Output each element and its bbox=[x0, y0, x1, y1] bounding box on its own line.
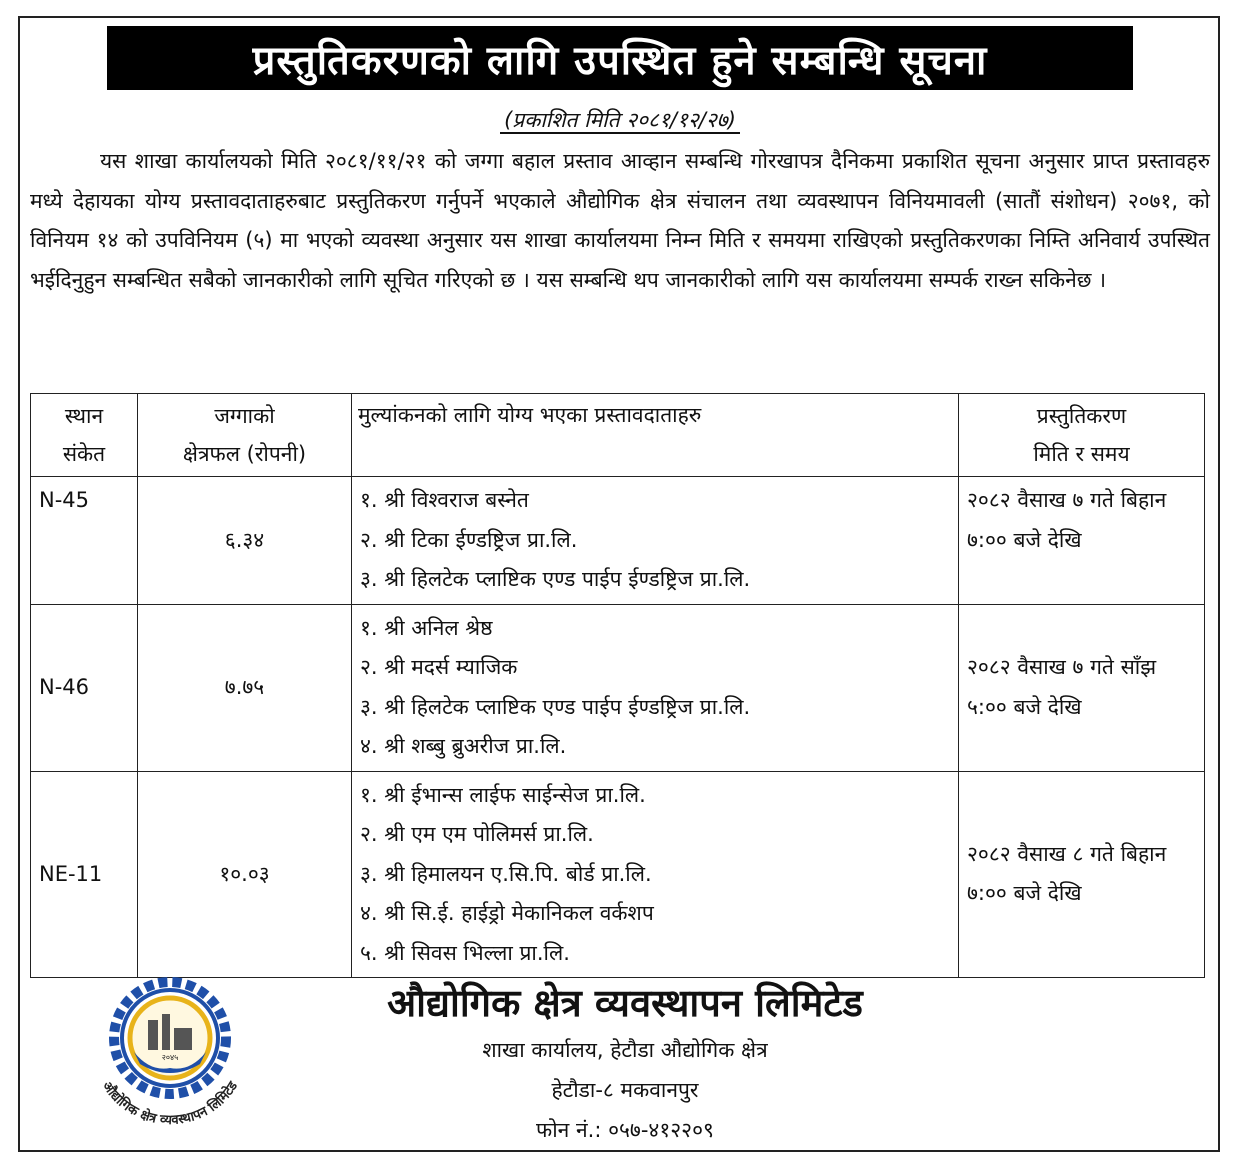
office-address: हेटौडा-८ मकवानपुर bbox=[551, 1078, 699, 1102]
list-item: ४. श्री सि.ई. हाईड्रो मेकानिकल वर्कशप bbox=[360, 901, 654, 925]
list-item: २. श्री मदर्स म्याजिक bbox=[360, 655, 518, 679]
list-item: ३. श्री हिमालयन ए.सि.पि. बोर्ड प्रा.लि. bbox=[360, 861, 652, 886]
row-land-area: १०.०३ bbox=[138, 771, 352, 978]
row-bidders bbox=[352, 477, 959, 605]
list-item: १. श्री ईभान्स लाईफ साईन्सेज प्रा.लि. bbox=[360, 782, 646, 807]
row-land-area: ६.३४ bbox=[138, 477, 352, 605]
list-item: ५. श्री सिवस भिल्ला प्रा.लि. bbox=[360, 940, 570, 965]
row-bidders bbox=[352, 604, 959, 771]
row-schedule: २०८२ वैसाख ८ गते बिहान ७:०० बजे देखि bbox=[959, 771, 1205, 978]
header-location-code: स्थान संकेत bbox=[31, 394, 138, 477]
logo-arc-text: औद्योगिक क्षेत्र व्यवस्थापन लिमिटेड bbox=[98, 1078, 241, 1129]
notice-title: प्रस्तुतिकरणको लागि उपस्थित हुने सम्बन्धि सूचना bbox=[107, 26, 1133, 90]
row-location-code: N-46 bbox=[31, 604, 138, 771]
row-land-area: ७.७५ bbox=[138, 604, 352, 771]
published-date: (प्रकाशित मिति २०८१/१२/२७) bbox=[0, 106, 1240, 134]
table-row bbox=[31, 477, 1205, 605]
list-item: २. श्री एम एम पोलिमर्स प्रा.लि. bbox=[360, 822, 594, 846]
branch-office: शाखा कार्यालय, हेटौडा औद्योगिक क्षेत्र bbox=[482, 1038, 768, 1062]
phone-number: फोन नं.: ०५७-४१२२०९ bbox=[536, 1118, 714, 1142]
header-presentation-schedule: प्रस्तुतिकरण मिति र समय bbox=[959, 394, 1205, 477]
list-item: ३. श्री हिलटेक प्लाष्टिक एण्ड पाईप ईण्डष्ट्रिज प्रा.लि. bbox=[360, 694, 751, 719]
row-bidders bbox=[352, 771, 959, 978]
table-header-row bbox=[31, 394, 1205, 477]
intro-paragraph: यस शाखा कार्यालयको मिति २०८१/११/२१ को जग्गा बहाल प्रस्ताव आव्हान सम्बन्धि गोरखापत्र दैनिकमा प्रकाशित सूचना अनुसार प्राप्त प्रस्तावहरु मध्ये देहायका योग्य प्रस्तावदाताहरुबाट प्रस्तुतिकरण गर्नुपर्ने भएकाले औद्योगिक क्षेत्र संचालन तथा व्यवस्थापन विनियमावली (सातौं संशोधन) २०७१, को विनियम १४ को उपविनियम (५) मा भएको व्यवस्था अनुसार यस शाखा कार्यालयमा निम्न मिति र समयमा राखिएको प्रस्तुतिकरणका निम्ति अनिवार्य उपस्थित भईदिनुहुन सम्बन्धित सबैको जानकारीको लागि सूचित गरिएको छ । यस सम्बन्धि थप जानकारीको लागि यस कार्यालयमा सम्पर्क राख्न सकिनेछ । bbox=[30, 149, 1210, 292]
header-qualified-bidders: मुल्यांकनको लागि योग्य भएका प्रस्तावदाताहरु bbox=[352, 394, 959, 477]
row-location-code: NE-11 bbox=[31, 771, 138, 978]
list-item: २. श्री टिका ईण्डष्ट्रिज प्रा.लि. bbox=[360, 527, 578, 552]
table-row bbox=[31, 604, 1205, 771]
organization-logo bbox=[70, 976, 270, 1136]
row-location-code: N-45 bbox=[31, 477, 138, 605]
list-item: १. श्री विश्वराज बस्नेत bbox=[360, 488, 529, 512]
presentation-schedule-table bbox=[30, 393, 1205, 978]
organization-name: औद्योगिक क्षेत्र व्यवस्थापन लिमिटेड bbox=[387, 981, 863, 1025]
row-schedule: २०८२ वैसाख ७ गते बिहान ७:०० बजे देखि bbox=[959, 477, 1205, 605]
table-row bbox=[31, 771, 1205, 978]
list-item: ३. श्री हिलटेक प्लाष्टिक एण्ड पाईप ईण्डष्ट्रिज प्रा.लि. bbox=[360, 567, 751, 591]
list-item: १. श्री अनिल श्रेष्ठ bbox=[360, 615, 493, 640]
list-item: ४. श्री शब्बु ब्रुअरीज प्रा.लि. bbox=[360, 734, 567, 758]
gear-icon bbox=[114, 982, 226, 1094]
row-schedule: २०८२ वैसाख ७ गते साँझ ५:०० बजे देखि bbox=[959, 604, 1205, 771]
logo-year: २०४५ bbox=[161, 1053, 179, 1062]
header-land-area: जग्गाको क्षेत्रफल (रोपनी) bbox=[138, 394, 352, 477]
